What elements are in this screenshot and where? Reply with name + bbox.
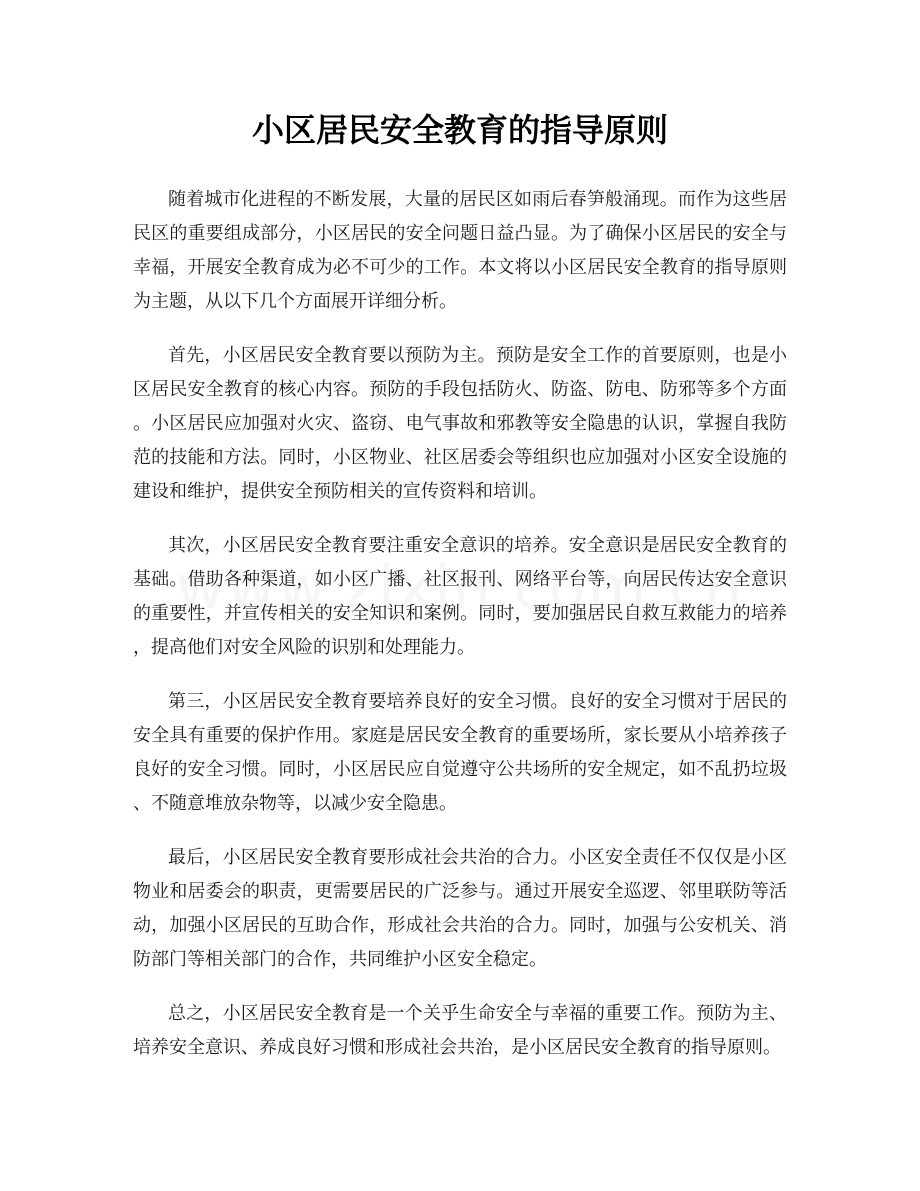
paragraph-line: 随着城市化进程的不断发展，大量的居民区如雨后春笋般涌现。而作为这些居 <box>168 189 787 210</box>
paragraph-line: 建设和维护，提供安全预防相关的宣传资料和培训。 <box>133 481 547 502</box>
paragraph-line: 其次，小区居民安全教育要注重安全意识的培养。安全意识是居民安全教育的 <box>168 535 787 556</box>
paragraph-line: 培养安全意识、养成良好习惯和形成社会共治，是小区居民安全教育的指导原则。 <box>133 1037 781 1058</box>
paragraph-prevention <box>133 339 787 509</box>
paragraph-line: ，提高他们对安全风险的识别和处理能力。 <box>133 637 475 658</box>
document-body <box>133 183 787 1085</box>
paragraph-line: 的重要性，并宣传相关的安全知识和案例。同时，要加强居民自救互救能力的培养 <box>133 603 787 624</box>
paragraph-line: 动，加强小区居民的互助合作，形成社会共治的合力。同时，加强与公安机关、消 <box>133 915 787 936</box>
paragraph-line: 范的技能和方法。同时，小区物业、社区居委会等组织也应加强对小区安全设施的 <box>133 447 787 468</box>
paragraph-line: 安全具有重要的保护作用。家庭是居民安全教育的重要场所，家长要从小培养孩子 <box>133 725 787 746</box>
paragraph-line: 幸福，开展安全教育成为必不可少的工作。本文将以小区居民安全教育的指导原则 <box>133 257 787 278</box>
paragraph-line: 民区的重要组成部分，小区居民的安全问题日益凸显。为了确保小区居民的安全与 <box>133 223 787 244</box>
paragraph-line: 基础。借助各种渠道，如小区广播、社区报刊、网络平台等，向居民传达安全意识 <box>133 569 787 590</box>
paragraph-line: 最后，小区居民安全教育要形成社会共治的合力。小区安全责任不仅仅是小区 <box>168 847 787 868</box>
paragraph-line: 总之，小区居民安全教育是一个关乎生命安全与幸福的重要工作。预防为主、 <box>168 1003 787 1024</box>
paragraph-intro <box>133 183 787 319</box>
paragraph-line: 首先，小区居民安全教育要以预防为主。预防是安全工作的首要原则，也是小 <box>168 345 787 366</box>
paragraph-line: 为主题，从以下几个方面展开详细分析。 <box>133 291 457 312</box>
paragraph-conclusion <box>133 997 787 1065</box>
paragraph-line: 物业和居委会的职责，更需要居民的广泛参与。通过开展安全巡逻、邻里联防等活 <box>133 881 787 902</box>
paragraph-awareness <box>133 529 787 665</box>
paragraph-line: 第三，小区居民安全教育要培养良好的安全习惯。良好的安全习惯对于居民的 <box>168 691 787 712</box>
paragraph-co-governance <box>133 841 787 977</box>
paragraph-line: 良好的安全习惯。同时，小区居民应自觉遵守公共场所的安全规定，如不乱扔垃圾 <box>133 759 787 780</box>
paragraph-line: 区居民安全教育的核心内容。预防的手段包括防火、防盗、防电、防邪等多个方面 <box>133 379 787 400</box>
paragraph-line: 防部门等相关部门的合作，共同维护小区安全稳定。 <box>133 949 547 970</box>
paragraph-line: 、不随意堆放杂物等，以减少安全隐患。 <box>133 793 457 814</box>
paragraph-line: 。小区居民应加强对火灾、盗窃、电气事故和邪教等安全隐患的认识，掌握自我防 <box>133 413 787 434</box>
document-title: 小区居民安全教育的指导原则 <box>251 111 668 149</box>
paragraph-habits <box>133 685 787 821</box>
